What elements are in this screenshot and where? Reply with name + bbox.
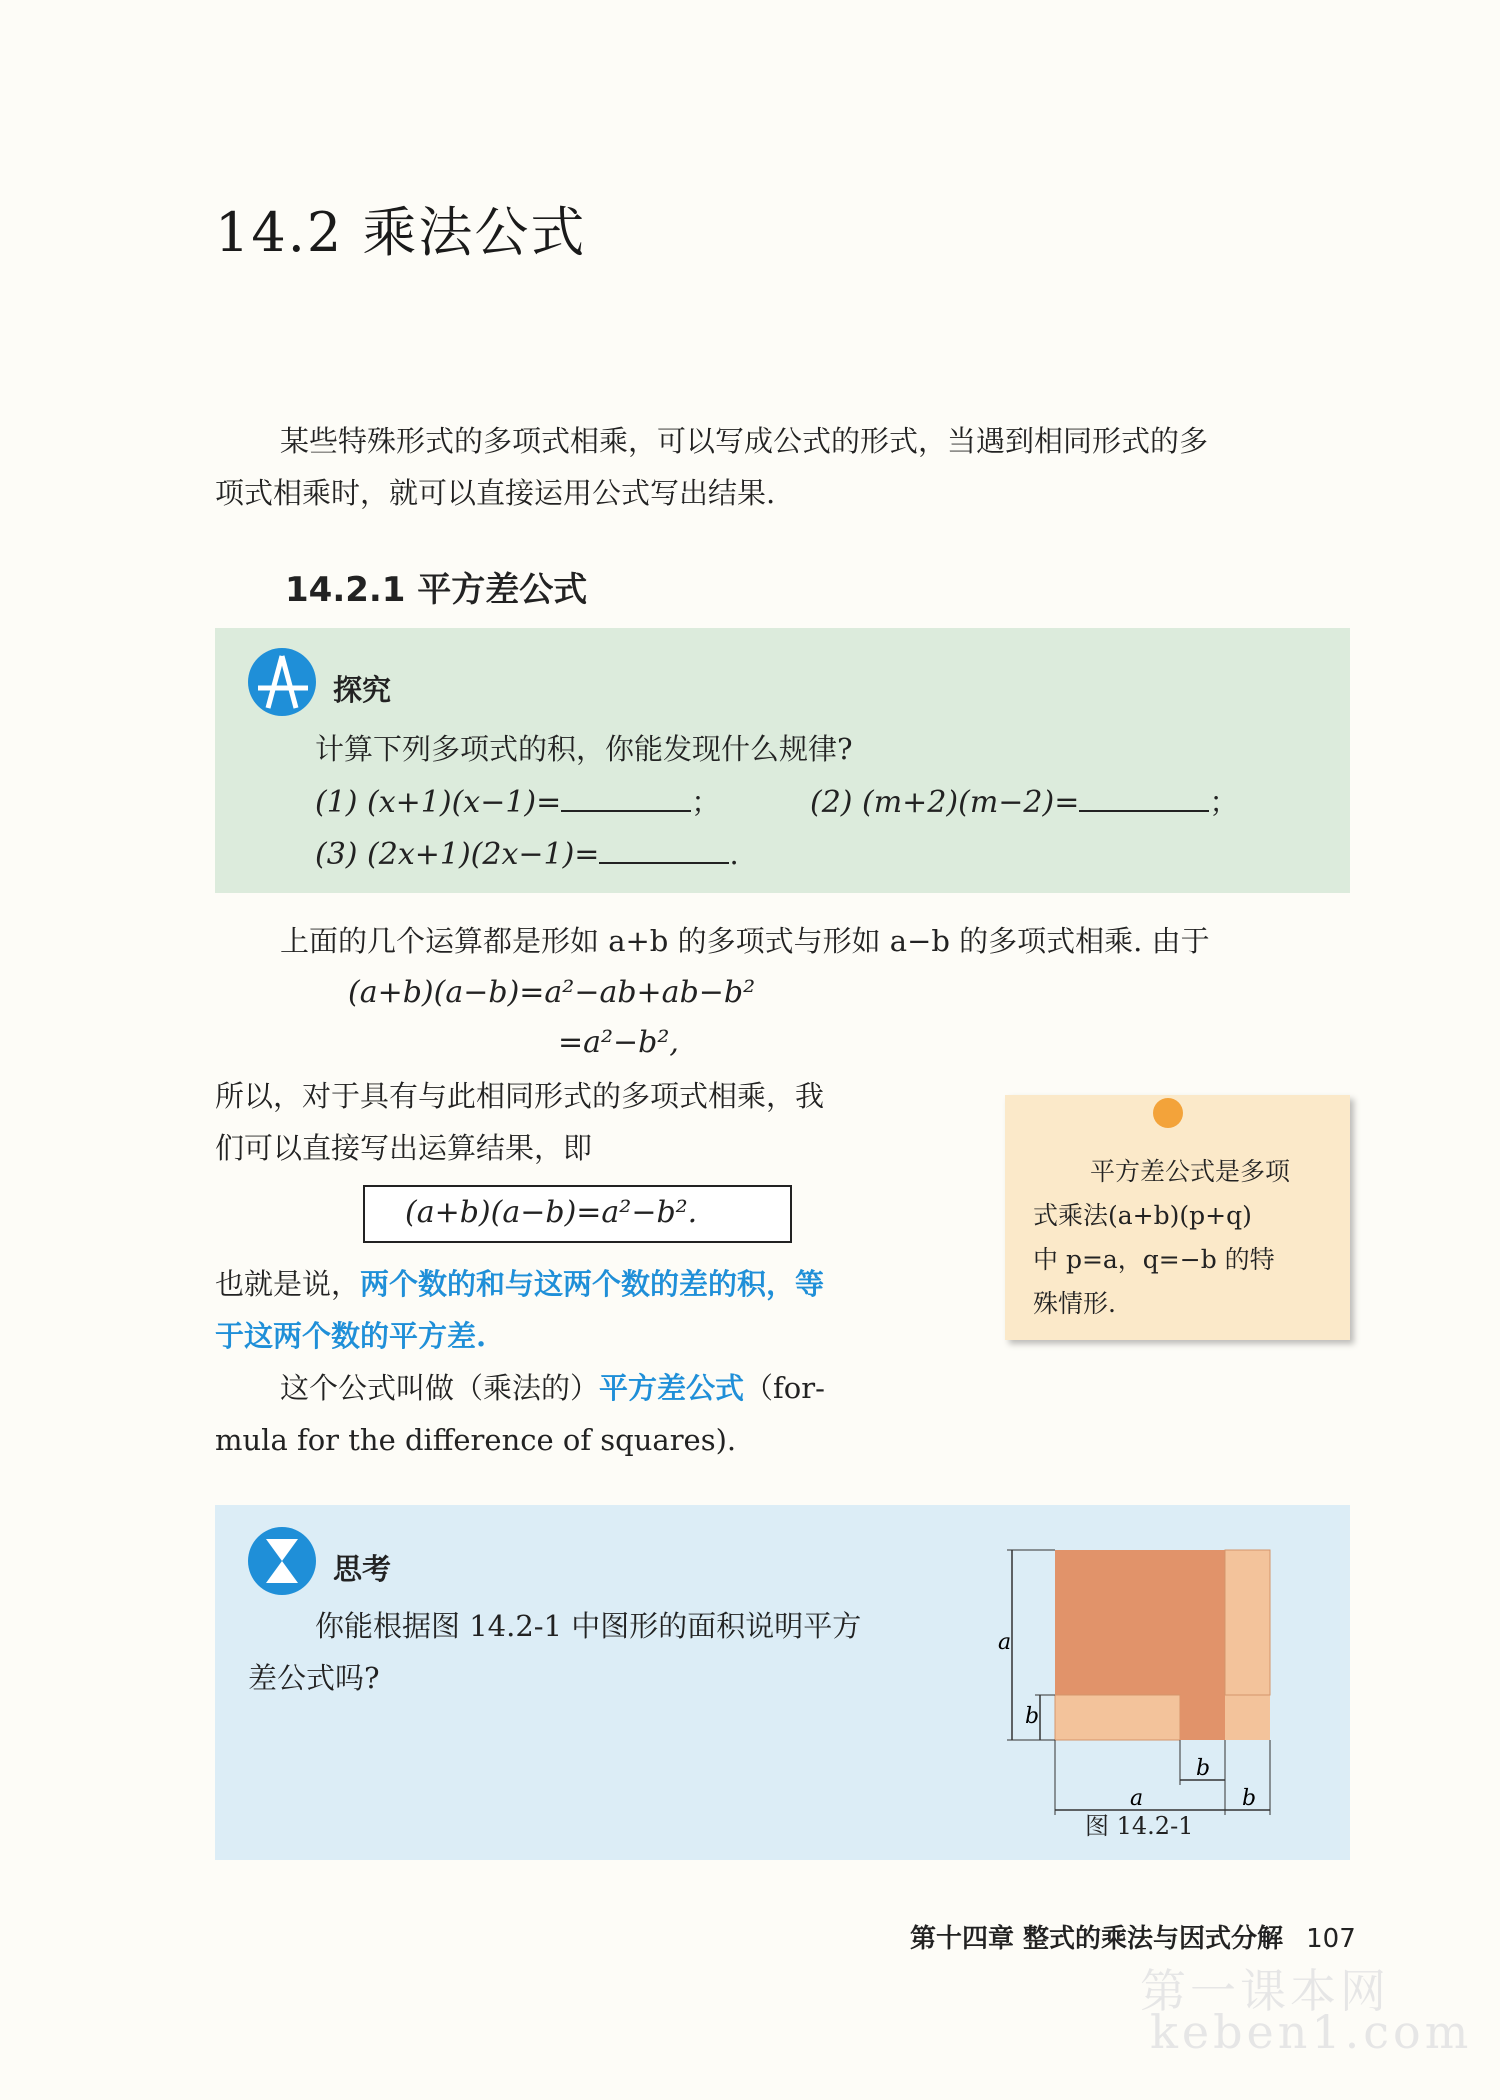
body-line-2: 所以，对于具有与此相同形式的多项式相乘，我: [215, 1079, 825, 1113]
equation-line-2: =a²−b²,: [558, 1025, 679, 1060]
footer-chapter: 第十四章 整式的乘法与因式分解: [910, 1924, 1284, 1954]
think-title: 思考: [333, 1552, 392, 1586]
figure-inner-square: [1055, 1550, 1225, 1695]
body-line-1: 上面的几个运算都是形如 a+b 的多项式与形如 a−b 的多项式相乘. 由于: [280, 924, 1210, 958]
body-line-5: 于这两个数的平方差.: [215, 1319, 487, 1353]
explore-item-1: (1) (x+1)(x−1)= ；: [315, 785, 721, 820]
think-box: [215, 1505, 1350, 1860]
figure-bottom-strip: [1055, 1695, 1180, 1740]
figure-label-a-bottom: a: [1130, 1786, 1144, 1811]
explore-icon: [248, 648, 316, 716]
body-line-7: mula for the difference of squares).: [215, 1423, 737, 1457]
note-line-3: 中 p=a，q=−b 的特: [1033, 1245, 1275, 1274]
note-line-1: 平方差公式是多项: [1090, 1157, 1291, 1186]
think-line-2: 差公式吗?: [248, 1661, 380, 1695]
footer-page-number: 107: [1306, 1924, 1356, 1954]
boxed-formula: [363, 1185, 792, 1243]
body-line-6: 这个公式叫做（乘法的）平方差公式（for-: [280, 1371, 825, 1405]
figure-label-b-vertical: b: [1025, 1704, 1040, 1729]
watermark-line-2: keben1.com: [1150, 2005, 1473, 2059]
explore-item-2: (2) (m+2)(m−2)= ；: [810, 785, 1239, 820]
figure-corner-square: [1180, 1695, 1225, 1740]
figure-right-strip: [1225, 1550, 1270, 1695]
explore-question: 计算下列多项式的积，你能发现什么规律?: [315, 732, 853, 766]
equation-line-1: (a+b)(a−b)=a²−ab+ab−b²: [348, 975, 756, 1010]
figure-caption: 图 14.2-1: [1085, 1812, 1194, 1840]
explore-title: 探究: [333, 673, 392, 707]
watermark-line-1: 第一课本网: [1140, 1964, 1390, 2018]
subsection-heading: 14.2.1 平方差公式: [285, 570, 588, 610]
figure-label-b-small: b: [1196, 1756, 1211, 1781]
think-line-1: 你能根据图 14.2-1 中图形的面积说明平方: [315, 1609, 862, 1643]
intro-line-2: 项式相乘时，就可以直接运用公式写出结果.: [215, 476, 776, 510]
note-line-4: 殊情形.: [1033, 1289, 1116, 1318]
explore-item-3: (3) (2x+1)(2x−1)= .: [315, 837, 739, 872]
note-line-2: 式乘法(a+b)(p+q): [1033, 1201, 1252, 1230]
page-footer: [910, 1918, 1356, 1955]
area-figure: [970, 1525, 1340, 1845]
figure-label-b-bottom: b: [1242, 1786, 1257, 1811]
side-note: [1005, 1095, 1350, 1340]
body-line-4: 也就是说，两个数的和与这两个数的差的积，等: [215, 1267, 825, 1301]
boxed-formula-text: (a+b)(a−b)=a²−b².: [405, 1195, 698, 1230]
think-icon: [248, 1527, 316, 1595]
figure-label-a-vertical: a: [998, 1630, 1012, 1655]
explore-box: [215, 628, 1350, 893]
intro-line-1: 某些特殊形式的多项式相乘，可以写成公式的形式，当遇到相同形式的多: [280, 424, 1209, 458]
section-title: 14.2 乘法公式: [215, 201, 587, 264]
pushpin-icon: [1153, 1098, 1183, 1128]
body-line-3: 们可以直接写出运算结果，即: [215, 1131, 593, 1165]
